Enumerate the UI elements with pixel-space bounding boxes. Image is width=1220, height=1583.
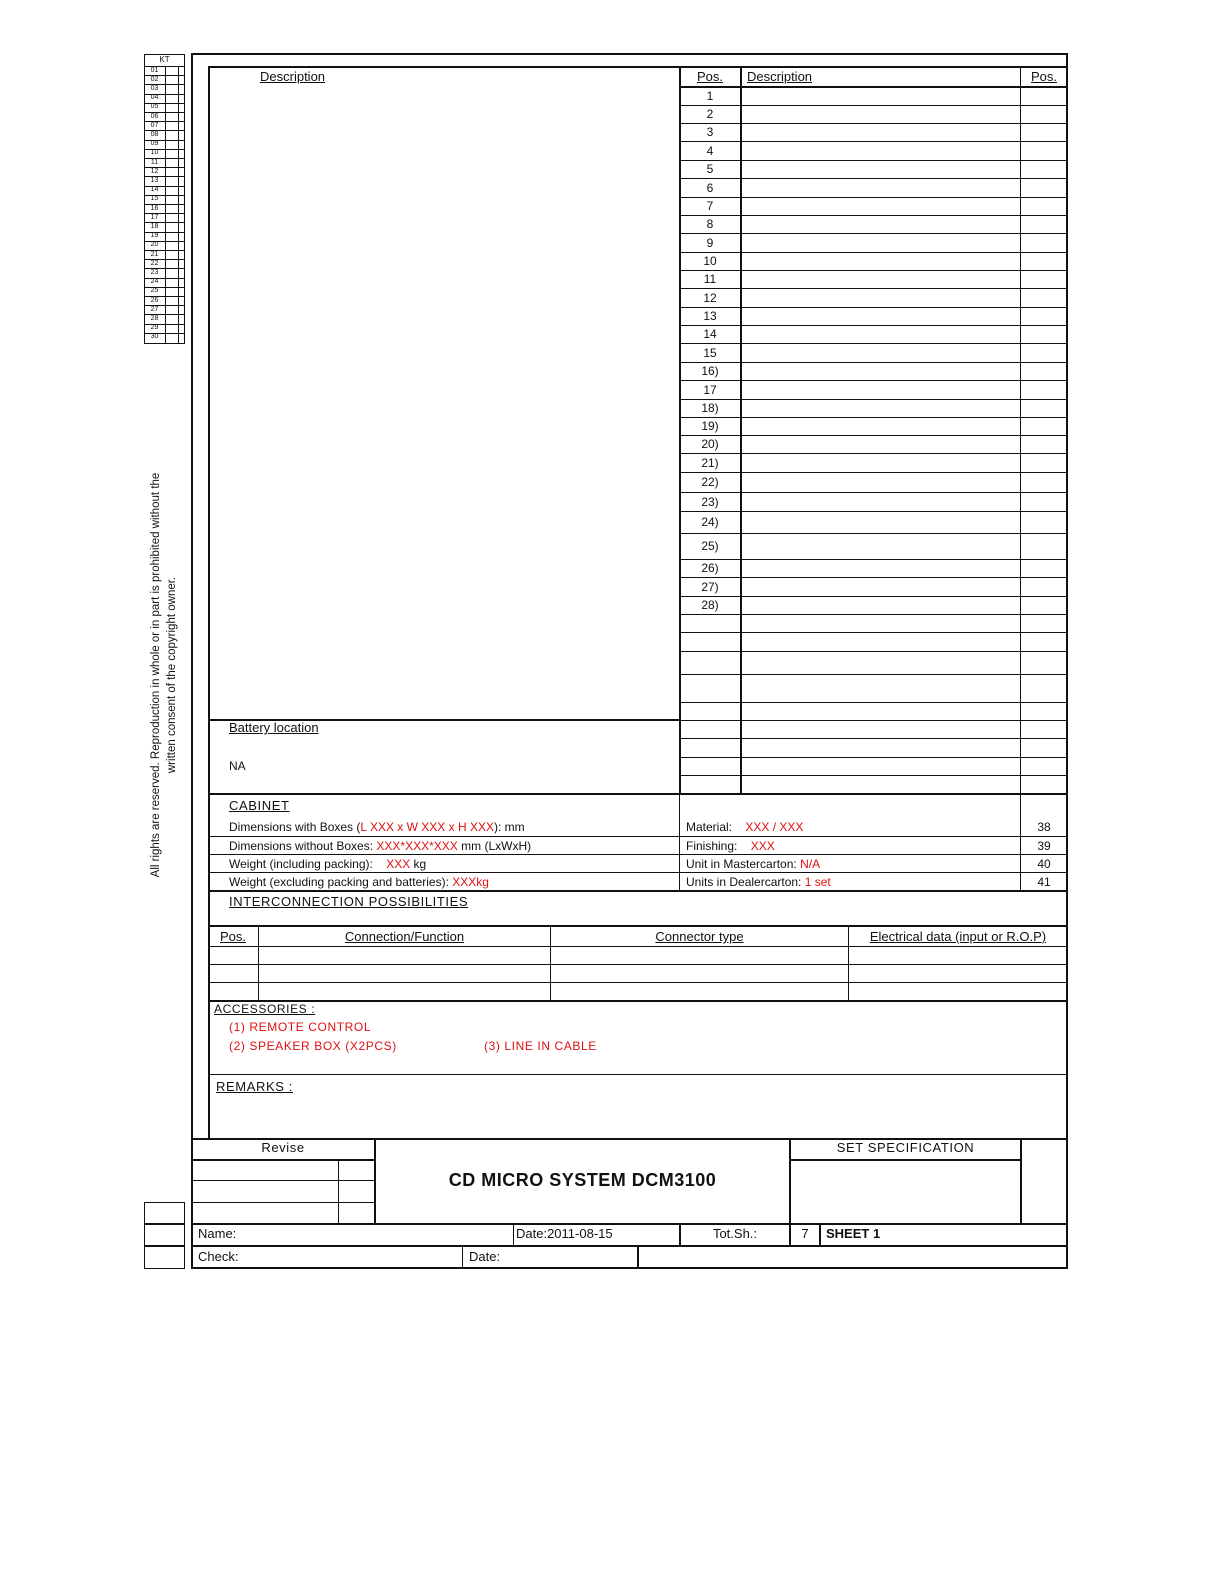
content-frame — [208, 66, 1068, 1138]
kt-row-number: 06 — [150, 112, 159, 120]
kt-row-number: 23 — [150, 268, 159, 276]
parts-pos-cell: 10 — [703, 254, 717, 268]
parts-pos-cell: 11 — [703, 272, 717, 286]
set-specification: SET SPECIFICATION — [836, 1140, 975, 1155]
kt-title: KT — [159, 55, 170, 64]
kt-row-number: 20 — [150, 241, 159, 249]
pos2-header: Pos. — [1030, 69, 1057, 84]
accessory-3: (3) LINE IN CABLE — [484, 1039, 597, 1053]
kt-row-number: 01 — [150, 66, 159, 74]
parts-pos-cell: 13 — [703, 309, 717, 323]
kt-row-number: 14 — [150, 186, 159, 194]
kt-row-number: 15 — [150, 195, 159, 203]
parts-pos-cell: 4 — [706, 143, 714, 158]
kt-row-number: 18 — [150, 222, 159, 230]
kt-row-number: 26 — [150, 296, 159, 304]
kt-row-number: 07 — [150, 121, 159, 129]
parts-pos-cell: 27) — [701, 579, 719, 594]
kt-row-number: 30 — [150, 333, 159, 341]
parts-pos-cell: 19) — [701, 419, 719, 433]
ic-electrical-header: Electrical data (input or R.O.P) — [869, 929, 1047, 944]
kt-row-number: 03 — [150, 84, 159, 92]
accessories-title: ACCESSORIES : — [214, 1002, 316, 1016]
parts-pos-cell: 7 — [706, 199, 714, 213]
kt-row-number: 25 — [150, 287, 159, 295]
interconnection-title: INTERCONNECTION POSSIBILITIES — [229, 894, 469, 909]
parts-pos-cell: 18) — [701, 401, 719, 415]
weight-excluding: Weight (excluding packing and batteries): XXXkg — [229, 875, 489, 889]
parts-pos-cell: 9 — [706, 235, 714, 250]
parts-pos-cell: 12 — [703, 290, 717, 305]
kt-row-number: 13 — [150, 176, 159, 184]
total-sheets-label: Tot.Sh.: — [712, 1226, 758, 1241]
check-label: Check: — [198, 1249, 239, 1264]
weight-including: Weight (including packing): XXX kg — [229, 857, 427, 871]
ic-connection-header: Connection/Function — [344, 929, 465, 944]
cabinet-title: CABINET — [229, 798, 290, 813]
kt-row-number: 11 — [150, 158, 159, 166]
parts-pos-cell: 23) — [701, 494, 719, 509]
kt-row-number: 22 — [150, 259, 159, 267]
kt-row-number: 24 — [150, 278, 159, 286]
battery-title: Battery location — [229, 720, 319, 735]
parts-pos-cell: 14 — [703, 327, 717, 341]
pos-header: Pos. — [696, 69, 723, 84]
parts-pos-cell: 22) — [701, 475, 719, 489]
kt-row-number: 08 — [150, 130, 159, 138]
product-title: CD MICRO SYSTEM DCM3100 — [448, 1170, 717, 1190]
kt-row-number: 17 — [150, 213, 159, 221]
kt-row-number: 02 — [150, 75, 159, 83]
total-sheets-value: 7 — [801, 1226, 809, 1241]
parts-pos-cell: 24) — [701, 515, 719, 529]
copyright-line-2: written consent of the copyright owner. — [166, 576, 178, 774]
parts-pos-cell: 3 — [706, 125, 714, 139]
margin-box-3 — [144, 1246, 185, 1269]
battery-value: NA — [229, 759, 246, 773]
parts-pos-cell: 2 — [706, 107, 714, 121]
date2-label: Date: — [469, 1249, 501, 1264]
kt-row-number: 05 — [150, 103, 159, 111]
parts-pos-cell: 1 — [706, 88, 714, 103]
ic-connector-header: Connector type — [655, 929, 744, 944]
kt-row-number: 19 — [150, 232, 159, 240]
kt-row-number: 10 — [150, 149, 159, 157]
kt-row-number: 27 — [150, 305, 159, 313]
description-header: Description — [747, 69, 813, 84]
cabinet-pos-39: 39 — [1037, 839, 1051, 853]
sheet-number: SHEET 1 — [826, 1226, 881, 1241]
accessory-1: (1) REMOTE CONTROL — [229, 1020, 372, 1034]
parts-pos-cell: 26) — [701, 561, 719, 575]
margin-box-1 — [144, 1202, 185, 1224]
kt-row-number: 04 — [150, 94, 159, 102]
parts-pos-cell: 28) — [701, 598, 719, 612]
units-in-dealercarton: Units in Dealercarton: 1 set — [686, 875, 831, 889]
parts-pos-cell: 8 — [706, 217, 714, 231]
parts-pos-cell: 20) — [701, 437, 719, 451]
copyright-line-1: All rights are reserved. Reproduction in whole or in part is prohibited without the — [150, 472, 162, 878]
cabinet-pos-38: 38 — [1037, 820, 1051, 834]
kt-row-number: 09 — [150, 140, 159, 148]
dim-without-boxes: Dimensions without Boxes: XXX*XXX*XXX mm (LxWxH) — [229, 839, 532, 853]
left-description-header: Description — [260, 69, 326, 84]
parts-pos-cell: 16) — [701, 364, 719, 378]
cabinet-pos-40: 40 — [1037, 857, 1051, 871]
kt-row-number: 21 — [150, 250, 159, 258]
parts-pos-cell: 6 — [706, 180, 714, 195]
finishing: Finishing: XXX — [686, 839, 775, 853]
parts-pos-cell: 21) — [701, 455, 719, 470]
material: Material: XXX / XXX — [686, 820, 804, 834]
name-label: Name: — [198, 1226, 237, 1241]
kt-row-number: 29 — [150, 324, 159, 332]
dim-with-boxes: Dimensions with Boxes (L XXX x W XXX x H XXX): mm — [229, 820, 525, 834]
remarks-title: REMARKS : — [216, 1079, 293, 1094]
date-label: Date:2011-08-15 — [516, 1226, 613, 1241]
revise-label: Revise — [261, 1140, 305, 1155]
cabinet-pos-41: 41 — [1037, 875, 1051, 889]
kt-row-number: 12 — [150, 167, 159, 175]
kt-strip — [144, 54, 185, 344]
parts-pos-cell: 17 — [703, 382, 717, 397]
kt-row-number: 16 — [150, 204, 159, 212]
unit-in-mastercarton: Unit in Mastercarton: N/A — [686, 857, 821, 871]
parts-pos-cell: 5 — [706, 162, 714, 176]
margin-box-2 — [144, 1224, 185, 1246]
accessory-2: (2) SPEAKER BOX (X2PCS) — [229, 1039, 397, 1053]
parts-pos-cell: 25) — [701, 539, 719, 553]
kt-row-number: 28 — [150, 314, 159, 322]
parts-pos-cell: 15 — [703, 345, 717, 360]
ic-pos-header: Pos. — [220, 929, 247, 944]
